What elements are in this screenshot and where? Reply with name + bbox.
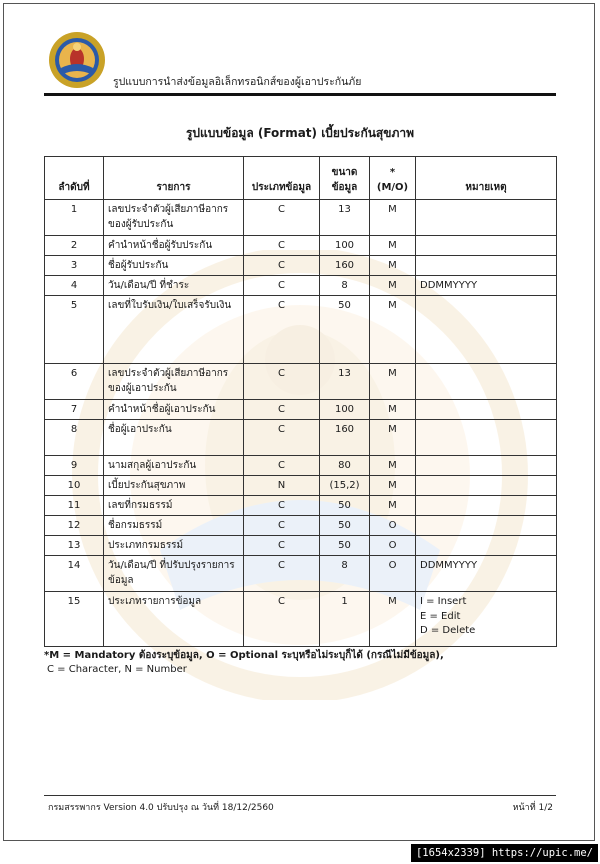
cell-item: เลขที่ใบรับเงิน/ใบเสร็จรับเงิน	[104, 296, 244, 364]
cell-remark	[416, 236, 557, 256]
cell-remark	[416, 516, 557, 536]
table-row	[45, 420, 557, 456]
cell-type: C	[244, 364, 320, 400]
cell-no: 6	[45, 364, 104, 400]
cell-size: 100	[320, 236, 370, 256]
cell-type: C	[244, 200, 320, 236]
cell-size: 1	[320, 592, 370, 647]
cell-type: C	[244, 400, 320, 420]
format-table	[44, 156, 557, 647]
cell-type: C	[244, 276, 320, 296]
cell-no: 3	[45, 256, 104, 276]
cell-item: ประเภทกรมธรรม์	[104, 536, 244, 556]
cell-mo: M	[370, 276, 416, 296]
cell-item: เลขประจำตัวผู้เสียภาษีอากรของผู้รับประกัน	[104, 200, 244, 236]
cell-size: 160	[320, 256, 370, 276]
cell-size: 13	[320, 364, 370, 400]
cell-type: C	[244, 556, 320, 592]
footnote-data-types: C = Character, N = Number	[47, 664, 187, 675]
cell-type: C	[244, 516, 320, 536]
cell-item: ชื่อผู้รับประกัน	[104, 256, 244, 276]
header-item: รายการ	[104, 157, 244, 200]
cell-item: เบี้ยประกันสุขภาพ	[104, 476, 244, 496]
cell-size: 13	[320, 200, 370, 236]
table-row	[45, 364, 557, 400]
remark-delete: D = Delete	[420, 625, 476, 636]
cell-no: 8	[45, 420, 104, 456]
cell-no: 11	[45, 496, 104, 516]
header-mo-line2: (M/O)	[376, 181, 409, 193]
cell-no: 13	[45, 536, 104, 556]
page-title: รูปแบบข้อมูล (Format) เบี้ยประกันสุขภาพ	[185, 126, 415, 140]
header-size-line1: ขนาด	[331, 167, 358, 178]
cell-type: C	[244, 496, 320, 516]
cell-type: C	[244, 536, 320, 556]
footer-page-number: หน้าที่ 1/2	[512, 803, 553, 813]
table-row	[45, 256, 557, 276]
header-title: รูปแบบการนำส่งข้อมูลอิเล็กทรอนิกส์ของผู้เอาประกันภัย	[113, 76, 362, 88]
cell-size: 50	[320, 496, 370, 516]
cell-item: คำนำหน้าชื่อผู้เอาประกัน	[104, 400, 244, 420]
cell-size: 50	[320, 296, 370, 364]
table-row	[45, 536, 557, 556]
cell-no: 15	[45, 592, 104, 647]
cell-type: C	[244, 236, 320, 256]
cell-mo: M	[370, 496, 416, 516]
header-mo	[370, 157, 416, 200]
table-header-row	[45, 157, 557, 200]
remark-insert: I = Insert	[420, 596, 467, 607]
cell-mo: M	[370, 400, 416, 420]
footnote-mandatory-optional: *M = Mandatory ต้องระบุข้อมูล, O = Optional ระบุหรือไม่ระบุก็ได้ (กรณีไม่มีข้อมูล),	[44, 650, 444, 661]
table-row	[45, 276, 557, 296]
cell-mo: M	[370, 236, 416, 256]
cell-mo: M	[370, 296, 416, 364]
footer-version: กรมสรรพากร Version 4.0 ปรับปรุง ณ วันที่ 18/12/2560	[48, 803, 274, 813]
table-row	[45, 592, 557, 647]
revenue-department-logo	[47, 30, 107, 90]
cell-size: 50	[320, 516, 370, 536]
cell-remark	[416, 200, 557, 236]
cell-no: 14	[45, 556, 104, 592]
cell-remark	[416, 364, 557, 400]
cell-remark	[416, 592, 557, 647]
cell-mo: M	[370, 456, 416, 476]
cell-no: 1	[45, 200, 104, 236]
cell-item: ชื่อกรมธรรม์	[104, 516, 244, 536]
header-type: ประเภทข้อมูล	[244, 157, 320, 200]
cell-size: (15,2)	[320, 476, 370, 496]
cell-no: 2	[45, 236, 104, 256]
cell-item: ประเภทรายการข้อมูล	[104, 592, 244, 647]
cell-no: 10	[45, 476, 104, 496]
cell-item: คำนำหน้าชื่อผู้รับประกัน	[104, 236, 244, 256]
table-row	[45, 456, 557, 476]
cell-remark: DDMMYYYY	[416, 276, 557, 296]
cell-type: C	[244, 296, 320, 364]
cell-no: 12	[45, 516, 104, 536]
cell-type: C	[244, 256, 320, 276]
table-row	[45, 496, 557, 516]
cell-remark	[416, 456, 557, 476]
cell-size: 8	[320, 276, 370, 296]
cell-size: 80	[320, 456, 370, 476]
cell-mo: M	[370, 420, 416, 456]
cell-mo: M	[370, 592, 416, 647]
header-mo-line1: *	[389, 167, 396, 178]
table-row	[45, 296, 557, 364]
cell-item: นามสกุลผู้เอาประกัน	[104, 456, 244, 476]
table-row	[45, 236, 557, 256]
cell-no: 5	[45, 296, 104, 364]
header-size-line2: ข้อมูล	[331, 181, 358, 193]
cell-no: 9	[45, 456, 104, 476]
cell-size: 50	[320, 536, 370, 556]
cell-no: 7	[45, 400, 104, 420]
table-row	[45, 476, 557, 496]
cell-item: เลขประจำตัวผู้เสียภาษีอากรของผู้เอาประกัน	[104, 364, 244, 400]
cell-remark	[416, 400, 557, 420]
cell-item: เลขที่กรมธรรม์	[104, 496, 244, 516]
cell-mo: M	[370, 476, 416, 496]
cell-remark	[416, 496, 557, 516]
cell-item: วัน/เดือน/ปี ที่ปรับปรุงรายการข้อมูล	[104, 556, 244, 592]
cell-remark	[416, 476, 557, 496]
header-remark: หมายเหตุ	[416, 157, 557, 200]
cell-no: 4	[45, 276, 104, 296]
header-divider	[44, 93, 556, 96]
cell-type: C	[244, 456, 320, 476]
cell-mo: M	[370, 256, 416, 276]
cell-size: 8	[320, 556, 370, 592]
cell-size: 160	[320, 420, 370, 456]
cell-type: C	[244, 420, 320, 456]
table-row	[45, 556, 557, 592]
cell-remark	[416, 256, 557, 276]
cell-remark	[416, 536, 557, 556]
cell-mo: O	[370, 556, 416, 592]
cell-remark	[416, 296, 557, 364]
cell-remark: DDMMYYYY	[416, 556, 557, 592]
cell-remark	[416, 420, 557, 456]
cell-mo: M	[370, 364, 416, 400]
footer-divider	[44, 795, 556, 796]
cell-type: N	[244, 476, 320, 496]
table-row	[45, 516, 557, 536]
cell-mo: O	[370, 516, 416, 536]
cell-item: ชื่อผู้เอาประกัน	[104, 420, 244, 456]
cell-size: 100	[320, 400, 370, 420]
cell-type: C	[244, 592, 320, 647]
cell-item: วัน/เดือน/ปี ที่ชำระ	[104, 276, 244, 296]
table-row	[45, 200, 557, 236]
cell-mo: O	[370, 536, 416, 556]
remark-edit: E = Edit	[420, 610, 461, 622]
image-info-label: [1654x2339] https://upic.me/	[411, 844, 598, 862]
header-size	[320, 157, 370, 200]
header-no: ลำดับที่	[45, 157, 104, 200]
table-row	[45, 400, 557, 420]
cell-mo: M	[370, 200, 416, 236]
